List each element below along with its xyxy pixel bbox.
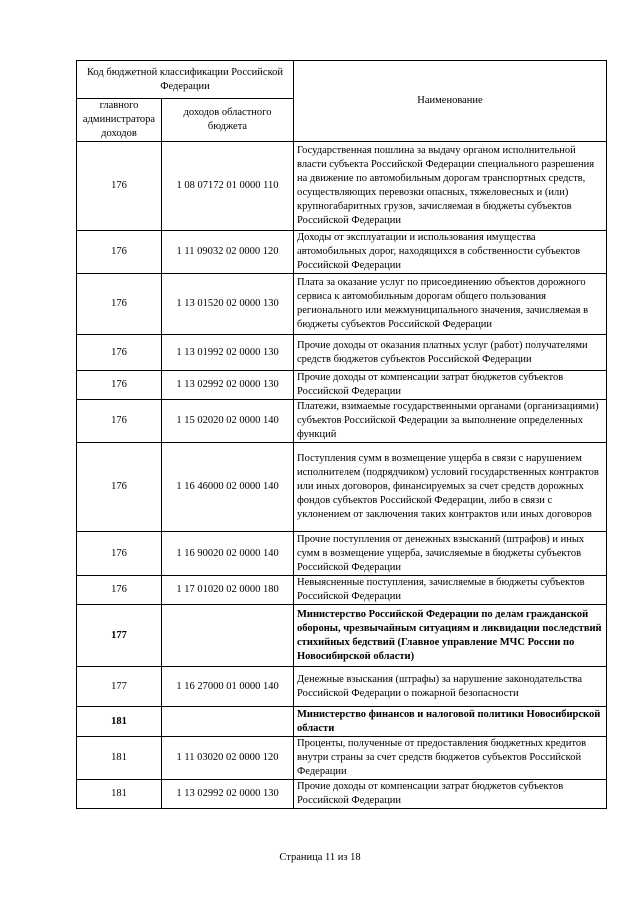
table-row	[77, 667, 607, 707]
name-cell: Денежные взыскания (штрафы) за нарушение законодательства Российской Федерации о пожарной безопасности	[294, 667, 607, 707]
income-code-cell: 1 16 27000 01 0000 140	[162, 667, 294, 707]
income-code-cell	[162, 707, 294, 737]
income-code-cell: 1 08 07172 01 0000 110	[162, 142, 294, 231]
admin-code-cell: 181	[77, 737, 162, 780]
header-code-cell: доходов областного бюджета	[162, 99, 294, 142]
income-code-cell: 1 16 90020 02 0000 140	[162, 532, 294, 576]
table-row	[77, 532, 607, 576]
income-code-cell: 1 13 02992 02 0000 130	[162, 371, 294, 400]
admin-code-cell: 177	[77, 605, 162, 667]
table-row	[77, 335, 607, 371]
income-code-cell: 1 17 01020 02 0000 180	[162, 576, 294, 605]
name-cell: Прочие поступления от денежных взысканий (штрафов) и иных сумм в возмещение ущерба, зачисляемые в бюджеты субъектов Российской Федерации	[294, 532, 607, 576]
name-cell: Прочие доходы от компенсации затрат бюджетов субъектов Российской Федерации	[294, 371, 607, 400]
income-code-cell	[162, 605, 294, 667]
income-code-cell: 1 13 01520 02 0000 130	[162, 274, 294, 335]
name-cell: Платежи, взимаемые государственными органами (организациями) субъектов Российской Федерации за выполнение определенных функций	[294, 400, 607, 443]
header-admin-cell: главного администратора доходов	[77, 99, 162, 142]
name-cell: Государственная пошлина за выдачу органом исполнительной власти субъекта Российской Федерации специального разрешения на движение по автомобильным дорогам транспортных средств, осуществляющих перевозки опасных, тяжеловесных и (или) крупногабаритных грузов, зачисляемая в бюджеты субъектов Российской Федерации	[294, 142, 607, 231]
name-cell: Министерство Российской Федерации по делам гражданской обороны, чрезвычайным ситуациям и ликвидации последствий стихийных бедствий (Главное управление МЧС России по Новосибирской области)	[294, 605, 607, 667]
name-cell: Прочие доходы от оказания платных услуг (работ) получателями средств бюджетов субъектов Российской Федерации	[294, 335, 607, 371]
admin-code-cell: 177	[77, 667, 162, 707]
table-row	[77, 780, 607, 809]
name-cell: Невыясненные поступления, зачисляемые в бюджеты субъектов Российской Федерации	[294, 576, 607, 605]
name-cell: Министерство финансов и налоговой политики Новосибирской области	[294, 707, 607, 737]
income-code-cell: 1 13 02992 02 0000 130	[162, 780, 294, 809]
table-row	[77, 707, 607, 737]
income-code-cell: 1 11 03020 02 0000 120	[162, 737, 294, 780]
table-row	[77, 371, 607, 400]
table-row	[77, 142, 607, 231]
page-number: Страница 11 из 18	[279, 852, 361, 863]
name-cell: Плата за оказание услуг по присоединению объектов дорожного сервиса к автомобильным дорогам общего пользования регионального или межмуниципального значения, зачисляемая в бюджеты субъектов Российской Федерации	[294, 274, 607, 335]
name-cell: Доходы от эксплуатации и использования имущества автомобильных дорог, находящихся в собственности субъектов Российской Федерации	[294, 231, 607, 274]
admin-code-cell: 176	[77, 274, 162, 335]
table-row	[77, 400, 607, 443]
name-cell: Проценты, полученные от предоставления бюджетных кредитов внутри страны за счет средств бюджетов субъектов Российской Федерации	[294, 737, 607, 780]
table-row	[77, 274, 607, 335]
admin-code-cell: 176	[77, 371, 162, 400]
budget-classification-table	[76, 60, 607, 809]
table-row	[77, 737, 607, 780]
income-code-cell: 1 11 09032 02 0000 120	[162, 231, 294, 274]
income-code-cell: 1 16 46000 02 0000 140	[162, 443, 294, 532]
name-cell: Поступления сумм в возмещение ущерба в связи с нарушением исполнителем (подрядчиком) условий государственных контрактов или иных договоров, финансируемых за счет средств дорожных фондов субъектов Российской Федерации, либо в связи с уклонением от заключения таких контрактов или иных договоров	[294, 443, 607, 532]
income-code-cell: 1 15 02020 02 0000 140	[162, 400, 294, 443]
admin-code-cell: 176	[77, 443, 162, 532]
table-row	[77, 231, 607, 274]
admin-code-cell: 176	[77, 142, 162, 231]
table-row	[77, 605, 607, 667]
admin-code-cell: 176	[77, 231, 162, 274]
header-group-cell: Код бюджетной классификации Российской Федерации	[77, 61, 294, 99]
table-body	[77, 142, 607, 809]
table-row	[77, 576, 607, 605]
admin-code-cell: 181	[77, 707, 162, 737]
income-code-cell: 1 13 01992 02 0000 130	[162, 335, 294, 371]
admin-code-cell: 176	[77, 576, 162, 605]
admin-code-cell: 176	[77, 532, 162, 576]
header-name-cell: Наименование	[294, 61, 607, 142]
admin-code-cell: 176	[77, 335, 162, 371]
table-row	[77, 443, 607, 532]
admin-code-cell: 181	[77, 780, 162, 809]
admin-code-cell: 176	[77, 400, 162, 443]
name-cell: Прочие доходы от компенсации затрат бюджетов субъектов Российской Федерации	[294, 780, 607, 809]
